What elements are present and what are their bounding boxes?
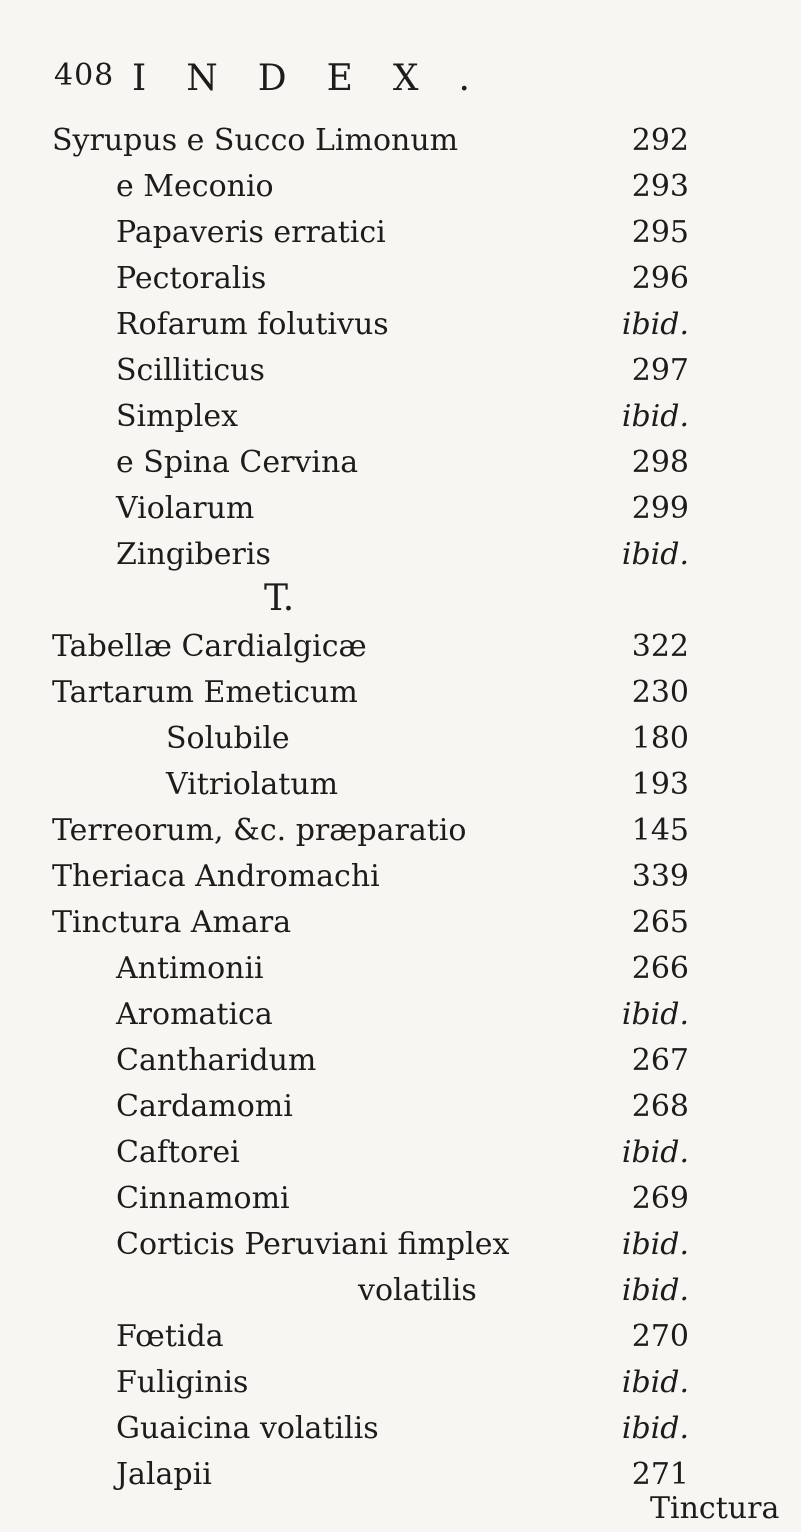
index-entry — [0, 624, 801, 670]
page-title: INDEX. — [132, 58, 510, 99]
index-entry — [0, 946, 801, 992]
index-entry — [0, 394, 801, 440]
entry-label: Cardamomi — [116, 1089, 293, 1124]
entry-page-number: 265 — [631, 905, 689, 940]
entry-label: volatilis — [358, 1273, 477, 1308]
index-entry — [0, 440, 801, 486]
entry-page-number: ibid. — [621, 1411, 689, 1446]
entry-page-number: 267 — [631, 1043, 689, 1078]
entry-page-number: 322 — [631, 629, 689, 664]
index-entry — [0, 716, 801, 762]
index-entry — [0, 1268, 801, 1314]
letter-heading: T. — [264, 578, 295, 619]
index-entry — [0, 762, 801, 808]
entry-page-number: ibid. — [621, 1365, 689, 1400]
entry-label: Corticis Peruviani fimplex — [116, 1227, 510, 1262]
entry-label: Cinnamomi — [116, 1181, 290, 1216]
entry-label: Caftorei — [116, 1135, 240, 1170]
entry-page-number: 270 — [631, 1319, 689, 1354]
index-entry — [0, 164, 801, 210]
entry-page-number: 271 — [631, 1457, 689, 1492]
entry-label: e Spina Cervina — [116, 445, 359, 480]
page-number: 408 — [54, 58, 115, 93]
entry-label: Scilliticus — [116, 353, 265, 388]
entry-page-number: ibid. — [621, 537, 689, 572]
entry-label: Tinctura Amara — [52, 905, 292, 940]
entry-page-number: 299 — [631, 491, 689, 526]
entry-label: e Meconio — [116, 169, 274, 204]
entry-page-number: 295 — [631, 215, 689, 250]
entry-page-number: ibid. — [621, 997, 689, 1032]
entry-label: Rofarum folutivus — [116, 307, 389, 342]
index-entry — [0, 1314, 801, 1360]
entry-page-number: 296 — [631, 261, 689, 296]
index-entry — [0, 992, 801, 1038]
index-entry — [0, 670, 801, 716]
entry-page-number: 180 — [631, 721, 689, 756]
index-entry — [0, 1360, 801, 1406]
entry-page-number: 292 — [631, 123, 689, 158]
entry-label: Pectoralis — [116, 261, 267, 296]
index-entry — [0, 1406, 801, 1452]
entry-label: Jalapii — [116, 1457, 212, 1492]
entry-label: Papaveris erratici — [116, 215, 386, 250]
entry-label: Tabellæ Cardialgicæ — [52, 629, 367, 664]
entry-page-number: 297 — [631, 353, 689, 388]
catchword: Tinctura — [650, 1491, 780, 1526]
index-entry — [0, 808, 801, 854]
entry-label: Theriaca Andromachi — [52, 859, 380, 894]
entry-page-number: ibid. — [621, 1273, 689, 1308]
entry-page-number: 268 — [631, 1089, 689, 1124]
index-entry — [0, 210, 801, 256]
entry-label: Zingiberis — [116, 537, 271, 572]
entry-label: Tartarum Emeticum — [52, 675, 358, 710]
index-entry — [0, 532, 801, 578]
index-entry — [0, 1176, 801, 1222]
entry-page-number: ibid. — [621, 399, 689, 434]
entry-page-number: ibid. — [621, 1227, 689, 1262]
entry-label: Syrupus e Succo Limonum — [52, 123, 459, 158]
entry-page-number: ibid. — [621, 307, 689, 342]
index-entry — [0, 486, 801, 532]
index-entry — [0, 348, 801, 394]
entry-label: Guaicina volatilis — [116, 1411, 379, 1446]
index-entry — [0, 854, 801, 900]
entry-page-number: 230 — [631, 675, 689, 710]
entry-page-number: 193 — [631, 767, 689, 802]
entry-label: Vitriolatum — [166, 767, 339, 802]
entry-page-number: 298 — [631, 445, 689, 480]
entry-page-number: 339 — [631, 859, 689, 894]
index-entry — [0, 302, 801, 348]
entry-label: Cantharidum — [116, 1043, 317, 1078]
entry-label: Antimonii — [116, 951, 264, 986]
index-entry — [0, 1084, 801, 1130]
entry-label: Solubile — [166, 721, 290, 756]
entry-label: Fœtida — [116, 1319, 224, 1354]
entry-page-number: 145 — [631, 813, 689, 848]
entry-label: Violarum — [116, 491, 255, 526]
index-entry — [0, 118, 801, 164]
index-entry — [0, 1130, 801, 1176]
entry-page-number: 269 — [631, 1181, 689, 1216]
entry-page-number: 293 — [631, 169, 689, 204]
index-entry — [0, 256, 801, 302]
entry-label: Fuliginis — [116, 1365, 249, 1400]
entry-page-number: ibid. — [621, 1135, 689, 1170]
entry-label: Simplex — [116, 399, 239, 434]
index-entry — [0, 1038, 801, 1084]
entry-label: Aromatica — [116, 997, 273, 1032]
entry-page-number: 266 — [631, 951, 689, 986]
entry-label: Terreorum, &c. præparatio — [52, 813, 467, 848]
index-entry — [0, 900, 801, 946]
index-entry — [0, 1222, 801, 1268]
